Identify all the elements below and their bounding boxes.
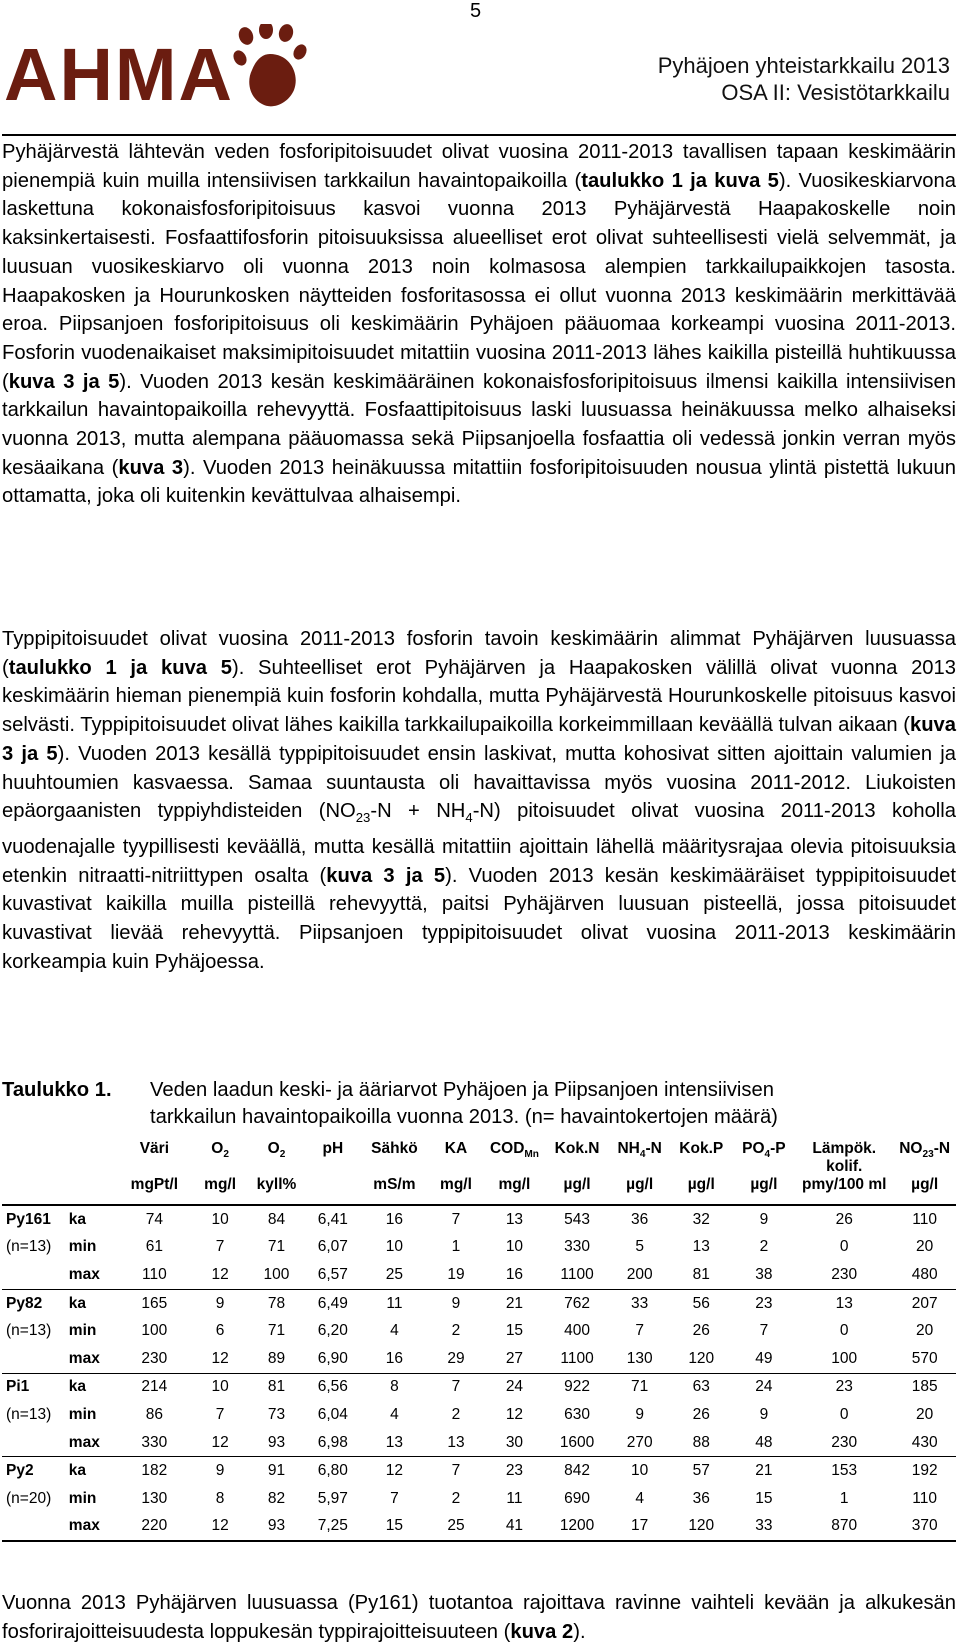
reference-link: kuva 3 ja 5 — [326, 864, 446, 887]
value-cell: 182 — [141, 1462, 168, 1480]
header-text: Sähkö — [371, 1140, 418, 1157]
value-cell: 1600 — [559, 1433, 595, 1451]
value-cell: 7 — [215, 1405, 225, 1423]
unit-cell: mgPt/l — [130, 1176, 179, 1193]
reference-link: kuva 3 — [118, 456, 184, 479]
header-subscript: 4 — [764, 1149, 771, 1161]
site-cell-empty — [2, 1345, 69, 1373]
header-suffix: -P — [770, 1140, 786, 1157]
value-cell: 32 — [692, 1210, 710, 1228]
value-cell: 13 — [692, 1238, 710, 1256]
header-text: PO — [742, 1140, 765, 1157]
value-cell: 81 — [692, 1265, 710, 1283]
value-cell: 15 — [385, 1517, 404, 1535]
value-cell: 26 — [835, 1210, 853, 1228]
table-row — [2, 1401, 956, 1429]
value-cell: 200 — [626, 1265, 653, 1283]
unit-cell: µg/l — [911, 1176, 939, 1193]
column-header — [305, 1136, 361, 1176]
column-header — [893, 1136, 956, 1176]
value-cell: 120 — [688, 1517, 715, 1535]
value-cell: 30 — [505, 1433, 524, 1451]
value-cell: 9 — [215, 1294, 225, 1312]
header-text: pH — [322, 1140, 344, 1157]
value-cell: 12 — [211, 1433, 229, 1451]
column-header — [795, 1136, 893, 1176]
value-cell: 26 — [692, 1405, 710, 1423]
column-header — [545, 1136, 610, 1176]
unit-cell: µg/l — [563, 1176, 591, 1193]
sample-count: (n=20) — [6, 1489, 52, 1507]
value-cell: 10 — [211, 1378, 229, 1396]
value-cell: 2 — [759, 1238, 769, 1256]
value-cell: 230 — [141, 1349, 168, 1367]
table-row — [2, 1261, 956, 1289]
text-run: ). Vuoden 2013 kesän keskimääräinen kokonaisfosforipitoisuus ilmensi kaikilla intensiivisen tarkkailun havaintopaikoilla rehevyyttä. Fosfaattipitoisuus laski luusuassa heinäkuussa melko alhaiseksi vuonna 2013, mutta alempana pääuomassa sekä Piipsanjoella fosfaattia oli vedessä jonkin verran myös kesäaikana ( — [2, 370, 956, 479]
reference-link: taulukko 1 ja kuva 5 — [8, 656, 232, 679]
paw-print-icon — [232, 24, 308, 112]
value-cell: 10 — [211, 1210, 229, 1228]
stat-label: ka — [68, 1210, 87, 1228]
value-cell: 6,41 — [317, 1210, 348, 1228]
value-cell: 130 — [141, 1489, 168, 1507]
value-cell: 15 — [755, 1489, 773, 1507]
value-cell: 7,25 — [317, 1517, 348, 1535]
column-header — [609, 1136, 670, 1176]
value-cell: 16 — [505, 1265, 524, 1283]
value-cell: 4 — [635, 1489, 644, 1507]
table-row — [2, 1429, 956, 1457]
value-cell: 21 — [755, 1462, 773, 1480]
text-run: ). — [573, 1621, 586, 1643]
table-row — [2, 1457, 956, 1485]
value-cell: 5 — [635, 1238, 644, 1256]
value-cell: 10 — [505, 1238, 524, 1256]
text-run: -N + NH — [370, 800, 466, 823]
value-cell: 543 — [564, 1210, 590, 1228]
header-subscript: 23 — [922, 1149, 934, 1161]
value-cell: 13 — [385, 1433, 404, 1451]
value-cell: 0 — [839, 1322, 849, 1340]
subscript: 23 — [355, 810, 371, 826]
header-text: Väri — [139, 1140, 170, 1157]
unit-cell: mg/l — [498, 1176, 531, 1193]
value-cell: 13 — [447, 1433, 465, 1451]
header-text: Kok.N — [554, 1140, 600, 1157]
site-code: Pi1 — [6, 1378, 30, 1396]
site-cell-empty — [2, 1429, 69, 1457]
unit-cell: kyll% — [256, 1176, 297, 1193]
value-cell: 81 — [267, 1378, 286, 1396]
value-cell: 100 — [831, 1349, 858, 1367]
stat-label: min — [68, 1238, 97, 1256]
table-row — [2, 1289, 956, 1317]
value-cell: 6,49 — [317, 1294, 348, 1312]
value-cell: 6,07 — [317, 1238, 348, 1256]
table-row — [2, 1373, 956, 1401]
table-row — [2, 1317, 956, 1345]
header-suffix: -N — [933, 1140, 951, 1157]
value-cell: 23 — [505, 1462, 524, 1480]
value-cell: 73 — [267, 1405, 286, 1423]
sample-count: (n=13) — [6, 1238, 52, 1256]
value-cell: 9 — [759, 1405, 769, 1423]
value-cell: 9 — [215, 1462, 225, 1480]
value-cell: 6,56 — [317, 1378, 348, 1396]
value-cell: 63 — [692, 1378, 710, 1396]
value-cell: 41 — [505, 1517, 524, 1535]
value-cell: 0 — [839, 1238, 849, 1256]
value-cell: 17 — [631, 1517, 649, 1535]
value-cell: 7 — [635, 1322, 644, 1340]
stat-label: ka — [68, 1378, 87, 1396]
value-cell: 25 — [385, 1265, 404, 1283]
unit-cell: µg/l — [626, 1176, 654, 1193]
site-code: Py82 — [6, 1294, 43, 1312]
value-cell: 36 — [692, 1489, 710, 1507]
header-text: KA — [444, 1140, 468, 1157]
value-cell: 110 — [142, 1265, 167, 1283]
value-cell: 8 — [390, 1378, 399, 1396]
value-cell: 21 — [505, 1294, 524, 1312]
column-header — [117, 1136, 192, 1176]
column-header — [484, 1136, 545, 1176]
value-cell: 23 — [835, 1378, 853, 1396]
value-cell: 153 — [831, 1462, 858, 1480]
reference-link: kuva 3 ja 5 — [8, 370, 120, 393]
value-cell: 25 — [447, 1517, 465, 1535]
value-cell: 86 — [145, 1405, 163, 1423]
header-title: Pyhäjoen yhteistarkkailu 2013 — [657, 53, 950, 78]
header-text: O — [267, 1140, 280, 1157]
value-cell: 1 — [451, 1238, 461, 1256]
stat-label: max — [68, 1265, 100, 1283]
value-cell: 9 — [451, 1294, 461, 1312]
value-cell: 230 — [831, 1433, 858, 1451]
value-cell: 11 — [506, 1489, 523, 1507]
stat-label: ka — [68, 1462, 87, 1480]
water-quality-table — [2, 1136, 956, 1542]
value-cell: 84 — [267, 1210, 286, 1228]
value-cell: 93 — [267, 1433, 286, 1451]
value-cell: 71 — [631, 1378, 649, 1396]
text-run: -N) pitoisuudet olivat vuosina 2011-2013 koholla vuodenajalle tyypillisesti keväällä, mutta kesällä mitattiin ajoittain lähellä määritysrajaa olevia pitoisuuksia etenkin nitraatti-nitriittypen osalta ( — [2, 800, 957, 887]
value-cell: 230 — [831, 1265, 858, 1283]
value-cell: 480 — [911, 1265, 938, 1283]
column-header — [733, 1136, 796, 1176]
stat-label: max — [68, 1517, 100, 1535]
value-cell: 400 — [564, 1322, 590, 1340]
value-cell: 13 — [835, 1294, 853, 1312]
unit-cell: mS/m — [373, 1176, 416, 1193]
value-cell: 6,80 — [317, 1462, 348, 1480]
value-cell: 5,97 — [317, 1489, 348, 1507]
value-cell: 220 — [141, 1517, 168, 1535]
header-cell-empty — [2, 1136, 117, 1176]
value-cell: 6,04 — [317, 1405, 348, 1423]
paragraph-nitrogen — [2, 625, 956, 976]
value-cell: 7 — [215, 1238, 225, 1256]
unit-cell: mg/l — [440, 1176, 472, 1193]
value-cell: 12 — [211, 1265, 229, 1283]
value-cell: 10 — [385, 1238, 404, 1256]
value-cell: 20 — [916, 1405, 934, 1423]
document-header — [658, 52, 950, 106]
value-cell: 26 — [692, 1322, 710, 1340]
table-row — [2, 1234, 956, 1262]
value-cell: 6,90 — [317, 1349, 348, 1367]
value-cell: 270 — [626, 1433, 653, 1451]
value-cell: 6 — [215, 1322, 225, 1340]
sample-count: (n=13) — [6, 1322, 52, 1340]
text-run: ). Vuosikeskiarvona laskettuna kokonaisfosforipitoisuus kasvoi vuonna 2013 Pyhäjärvestä Haapakoskelle noin kaksinkertaisesti. Fosfaattifosforin pitoisuuksissa alueelliset erot olivat suhteellisesti vielä selvemmät, ja luusuan vuosikeskiarvo oli vuonna 2013 noin kolmasosa alempien tarkkailupaikkojen tasosta. Haapakosken ja Hourunkosken näytteiden fosforitasossa ei ollut vuonna 2013 keskimäärin merkittävää eroa. Piipsanjoen fosforipitoisuus oli keskimäärin Pyhäjoen pääuomaa korkeampi vuosina 2011-2013. Fosforin vuodenaikaiset maksimipitoisuudet mitattiin vuosina 2011-2013 lähes kaikilla pisteillä huhtikuussa ( — [2, 169, 956, 393]
value-cell: 24 — [505, 1378, 524, 1396]
paragraph-phosphorus — [2, 138, 956, 511]
value-cell: 12 — [385, 1462, 404, 1480]
unit-cell — [305, 1176, 361, 1205]
value-cell: 8 — [215, 1489, 225, 1507]
header-text: Kok.P — [679, 1140, 724, 1157]
stat-label: min — [68, 1322, 97, 1340]
sample-count: (n=13) — [6, 1405, 52, 1423]
value-cell: 130 — [626, 1349, 653, 1367]
value-cell: 100 — [141, 1322, 168, 1340]
header-subscript: 4 — [639, 1149, 646, 1161]
site-cell-empty — [2, 1513, 69, 1542]
value-cell: 36 — [631, 1210, 649, 1228]
units-row — [2, 1176, 956, 1205]
value-cell: 7 — [451, 1462, 461, 1480]
value-cell: 1100 — [560, 1349, 594, 1367]
column-header — [192, 1136, 248, 1176]
value-cell: 78 — [267, 1294, 286, 1312]
value-cell: 19 — [447, 1265, 465, 1283]
value-cell: 192 — [911, 1462, 938, 1480]
text-run: ). Vuoden 2013 heinäkuussa mitattiin fosforipitoisuuden nousua ylintä pistettä lukuun ottamatta, joka oli kuitenkin kevättulvaa alhaisempi. — [2, 456, 956, 508]
value-cell: 23 — [755, 1294, 773, 1312]
value-cell: 61 — [145, 1238, 163, 1256]
table-caption — [2, 1077, 956, 1131]
header-suffix: -N — [645, 1140, 662, 1157]
value-cell: 4 — [390, 1322, 399, 1340]
reference-link: taulukko 1 ja kuva 5 — [581, 169, 779, 192]
value-cell: 870 — [831, 1517, 858, 1535]
text-run: Pyhäjärvestä lähtevän veden fosforipitoisuudet olivat vuosina 2011-2013 tavallisen tapaan keskimäärin pienempiä kuin muilla intensiivisen tarkkailun havaintopaikoilla ( — [2, 141, 956, 192]
value-cell: 20 — [916, 1238, 934, 1256]
value-cell: 74 — [145, 1210, 163, 1228]
ahma-logo — [4, 24, 304, 116]
stat-label: ka — [68, 1294, 87, 1312]
value-cell: 88 — [692, 1433, 710, 1451]
value-cell: 33 — [755, 1517, 773, 1535]
header-text-line2: kolif. — [826, 1158, 863, 1175]
value-cell: 16 — [385, 1210, 404, 1228]
value-cell: 110 — [912, 1489, 937, 1507]
header-text: COD — [489, 1140, 525, 1157]
paragraph-limiting-nutrient — [2, 1589, 956, 1647]
value-cell: 27 — [505, 1349, 524, 1367]
value-cell: 24 — [755, 1378, 773, 1396]
value-cell: 82 — [267, 1489, 286, 1507]
header-text: Lämpök. — [812, 1140, 877, 1157]
value-cell: 48 — [755, 1433, 773, 1451]
header-subscript: Mn — [524, 1149, 539, 1161]
value-cell: 185 — [911, 1378, 938, 1396]
value-cell: 89 — [267, 1349, 286, 1367]
value-cell: 690 — [564, 1489, 590, 1507]
text-run: Typpipitoisuudet olivat vuosina 2011-2013 fosforin tavoin keskimäärin alimmat Pyhäjärven luusuassa ( — [2, 628, 956, 679]
table-row — [2, 1485, 956, 1513]
value-cell: 214 — [141, 1378, 168, 1396]
value-cell: 9 — [759, 1210, 769, 1228]
value-cell: 38 — [755, 1265, 773, 1283]
value-cell: 16 — [385, 1349, 404, 1367]
value-cell: 6,98 — [317, 1433, 348, 1451]
value-cell: 91 — [267, 1462, 286, 1480]
value-cell: 430 — [911, 1433, 938, 1451]
header-text: NH — [617, 1140, 640, 1157]
value-cell: 6,57 — [317, 1265, 348, 1283]
units-cell-empty — [2, 1176, 117, 1205]
value-cell: 165 — [141, 1294, 168, 1312]
text-run: Vuonna 2013 Pyhäjärven luusuassa (Py161) tuotantoa rajoittava ravinne vaihteli kevään ja alkukesän fosforirajoitteisuudesta loppukesän typpirajoitteisuuteen ( — [2, 1592, 956, 1643]
value-cell: 330 — [141, 1433, 168, 1451]
value-cell: 110 — [912, 1210, 937, 1228]
value-cell: 12 — [211, 1349, 229, 1367]
value-cell: 2 — [451, 1322, 461, 1340]
logo-text: AHMA — [4, 33, 234, 116]
table-row — [2, 1205, 956, 1234]
value-cell: 1 — [839, 1489, 849, 1507]
header-subscript: 2 — [279, 1149, 286, 1161]
stat-label: min — [68, 1405, 97, 1423]
value-cell: 2 — [451, 1489, 461, 1507]
value-cell: 570 — [911, 1349, 938, 1367]
stat-label: max — [68, 1349, 100, 1367]
column-header — [428, 1136, 484, 1176]
value-cell: 2 — [451, 1405, 461, 1423]
site-code: Py2 — [6, 1462, 34, 1480]
unit-cell: pmy/100 ml — [802, 1176, 887, 1193]
value-cell: 10 — [631, 1462, 649, 1480]
value-cell: 13 — [505, 1210, 524, 1228]
text-run: ). Vuoden 2013 kesän keskimääräiset typpipitoisuudet kuvastivat kaikilla muilla pisteillä rehevyyttä, paitsi Pyhäjärven luusuan pisteellä, jossa pitoisuudet kuvastivat lievää rehevyyttä. Piipsanjoen typpipitoisuudet olivat vuosina 2011-2013 keskimäärin korkeampia kuin Pyhäjoessa. — [2, 864, 956, 973]
value-cell: 0 — [839, 1405, 849, 1423]
caption-label: Taulukko 1. — [2, 1079, 112, 1101]
page-number: 5 — [470, 0, 482, 22]
value-cell: 93 — [267, 1517, 286, 1535]
value-cell: 49 — [755, 1349, 773, 1367]
table-row — [2, 1345, 956, 1373]
column-header — [248, 1136, 304, 1176]
value-cell: 57 — [692, 1462, 710, 1480]
column-header — [361, 1136, 428, 1176]
value-cell: 6,20 — [317, 1322, 348, 1340]
caption-line2: tarkkailun havaintopaikoilla vuonna 2013. (n= havaintokertojen määrä) — [150, 1106, 778, 1128]
value-cell: 370 — [911, 1517, 938, 1535]
caption-line1: Veden laadun keski- ja ääriarvot Pyhäjoen ja Piipsanjoen intensiivisen — [150, 1079, 774, 1101]
value-cell: 9 — [635, 1405, 644, 1423]
value-cell: 12 — [211, 1517, 229, 1535]
value-cell: 922 — [564, 1378, 590, 1396]
value-cell: 330 — [564, 1238, 590, 1256]
site-code: Py161 — [6, 1210, 51, 1228]
text-run: ). Vuoden 2013 kesällä typpipitoisuudet ensin laskivat, mutta kohosivat sitten ajoittain valumien ja huuhtoumien kasvaessa. Samaa suuntausta oli havaittavissa myös vuosina 2011-2012. Liukoisten epäorgaanisten typpiyhdisteiden (NO — [2, 742, 956, 823]
value-cell: 630 — [564, 1405, 590, 1423]
column-header — [670, 1136, 733, 1176]
value-cell: 762 — [564, 1294, 590, 1312]
unit-cell: mg/l — [204, 1176, 237, 1193]
header-text: NO — [899, 1140, 923, 1157]
site-cell-empty — [2, 1261, 69, 1289]
value-cell: 56 — [692, 1294, 710, 1312]
unit-cell: µg/l — [687, 1176, 715, 1193]
reference-link: kuva 2 — [510, 1621, 574, 1643]
value-cell: 1100 — [560, 1265, 594, 1283]
header-row — [2, 1136, 956, 1176]
stat-label: min — [68, 1489, 97, 1507]
value-cell: 15 — [505, 1322, 524, 1340]
header-text: O — [211, 1140, 224, 1157]
stat-label: max — [68, 1433, 100, 1451]
header-divider — [2, 134, 956, 136]
value-cell: 12 — [505, 1405, 524, 1423]
value-cell: 71 — [267, 1238, 286, 1256]
value-cell: 29 — [447, 1349, 465, 1367]
value-cell: 120 — [688, 1349, 715, 1367]
value-cell: 11 — [386, 1294, 403, 1312]
value-cell: 20 — [916, 1322, 934, 1340]
text-run: ). Suhteelliset erot Pyhäjärven ja Haapakosken välillä olivat vuonna 2013 keskimäärin hieman pienempiä kuin fosforin kohdalla, mutta Pyhäjärvestä Hourunkoskelle pitoisuus kasvoi selvästi. Typpipitoisuudet olivat lähes kaikilla tarkkailupaikoilla korkeimmillaan keväällä tulvan aikaan ( — [2, 656, 956, 737]
header-subtitle: OSA II: Vesistötarkkailu — [721, 80, 950, 105]
subscript: 4 — [465, 810, 473, 826]
value-cell: 71 — [267, 1322, 286, 1340]
value-cell: 207 — [911, 1294, 938, 1312]
unit-cell: µg/l — [750, 1176, 778, 1193]
value-cell: 7 — [451, 1210, 461, 1228]
value-cell: 7 — [759, 1322, 769, 1340]
value-cell: 33 — [631, 1294, 649, 1312]
reference-link: kuva 3 ja 5 — [2, 714, 956, 765]
value-cell: 7 — [451, 1378, 461, 1396]
value-cell: 4 — [390, 1405, 399, 1423]
value-cell: 1200 — [559, 1517, 595, 1535]
value-cell: 100 — [263, 1265, 290, 1283]
table-row — [2, 1513, 956, 1542]
value-cell: 842 — [564, 1462, 590, 1480]
value-cell: 7 — [390, 1489, 399, 1507]
header-subscript: 2 — [223, 1149, 229, 1161]
